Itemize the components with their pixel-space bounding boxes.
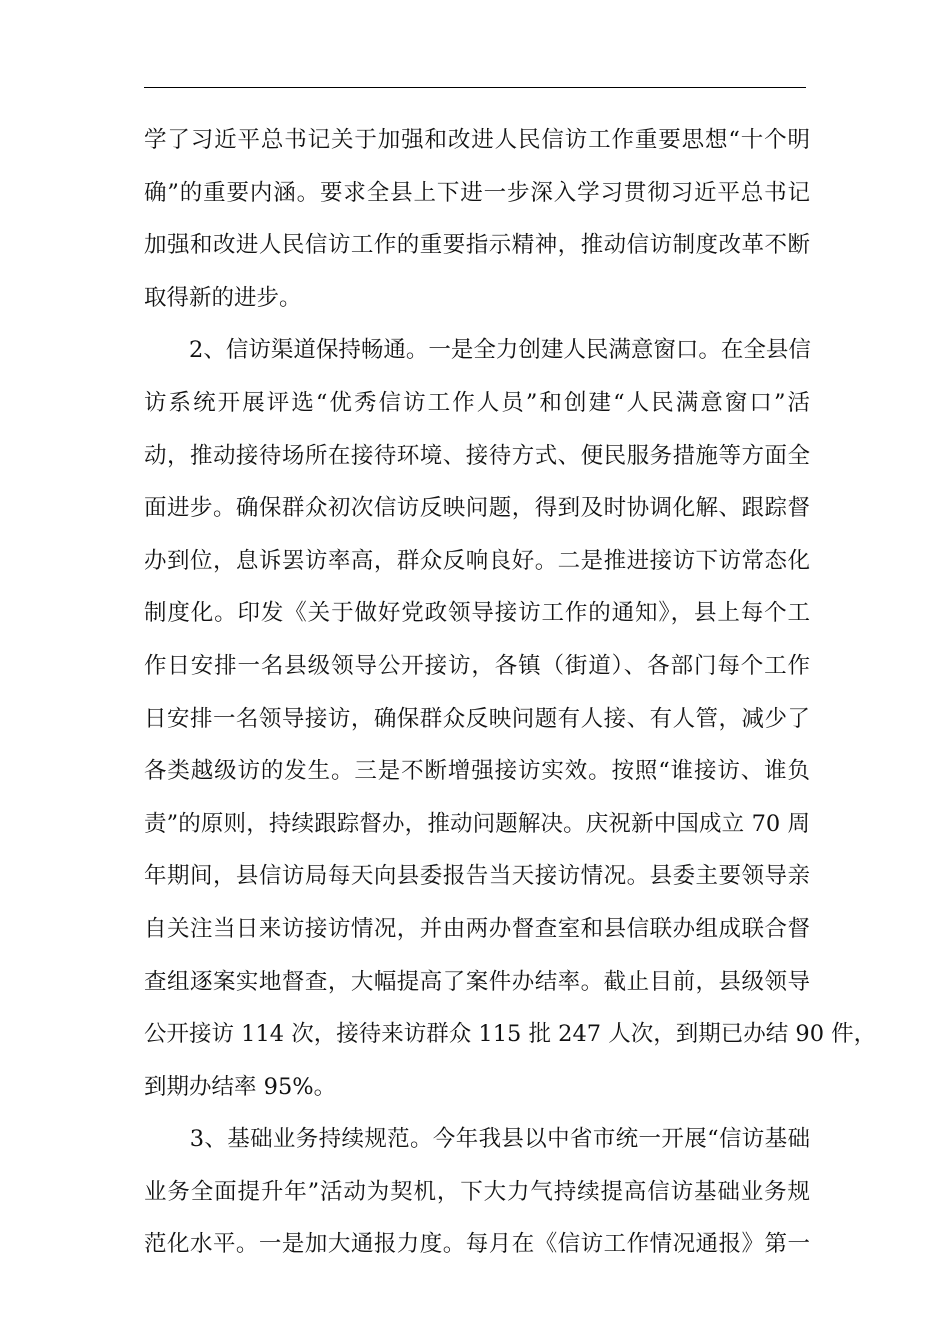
paragraph-3 [144,1113,810,1271]
text-line: 各类越级访的发生。三是不断增强接访实效。按照“谁接访、谁负 [144,758,810,785]
text-line: 年期间，县信访局每天向县委报告当天接访情况。县委主要领导亲 [144,863,810,890]
text-line: 访系统开展评选“优秀信访工作人员”和创建“人民满意窗口”活 [144,389,810,416]
header-rule [144,87,806,88]
text-line: 责”的原则，持续跟踪督办，推动问题解决。庆祝新中国成立 70 周 [144,810,810,837]
text-line: 范化水平。一是加大通报力度。每月在《信访工作情况通报》第一 [144,1231,810,1258]
text-line: 动，推动接待场所在接待环境、接待方式、便民服务措施等方面全 [144,442,810,469]
paragraph-1 [144,114,810,324]
text-line: 到期办结率 95%。 [144,1073,337,1100]
text-line: 业务全面提升年”活动为契机，下大力气持续提高信访基础业务规 [144,1178,810,1205]
text-line: 确”的重要内涵。要求全县上下进一步深入学习贯彻习近平总书记 [144,179,810,206]
text-line: 办到位，息诉罢访率高，群众反响良好。二是推进接访下访常态化 [144,547,810,574]
text-line: 面进步。确保群众初次信访反映问题，得到及时协调化解、跟踪督 [144,495,810,522]
body-text [144,114,877,1271]
text-line: 日安排一名领导接访，确保群众反映问题有人接、有人管，减少了 [144,705,810,732]
text-line: 公开接访 114 次，接待来访群众 115 批 247 人次，到期已办结 90 件， [144,1021,877,1048]
text-line: 学了习近平总书记关于加强和改进人民信访工作重要思想“十个明 [144,127,810,153]
text-line: 加强和改进人民信访工作的重要指示精神，推动信访制度改革不断 [144,232,810,259]
paragraph-2 [144,324,877,1113]
text-line: 制度化。印发《关于做好党政领导接访工作的通知》，县上每个工 [144,600,810,627]
text-line: 2、信访渠道保持畅通。一是全力创建人民满意窗口。在全县信 [144,337,811,364]
text-line: 自关注当日来访接访情况，并由两办督查室和县信联办组成联合督 [144,915,810,942]
text-line: 取得新的进步。 [144,284,302,311]
text-line: 作日安排一名县级领导公开接访，各镇（街道）、各部门每个工作 [144,652,810,679]
text-line: 查组逐案实地督查，大幅提高了案件办结率。截止目前，县级领导 [144,968,810,995]
text-line: 3、基础业务持续规范。今年我县以中省市统一开展“信访基础 [144,1126,810,1153]
